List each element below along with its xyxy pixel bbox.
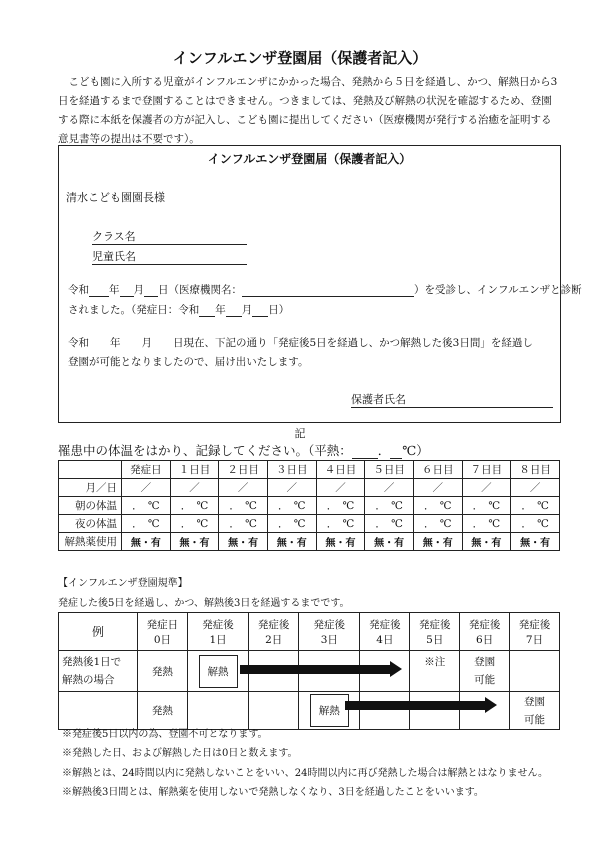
footnote: ※発熱した日、および解熱した日は0日と数えます。 — [62, 748, 298, 759]
day-header — [460, 613, 510, 651]
fever-down-box: 解熱 — [199, 655, 238, 688]
addressee: 清水こども園園長様 — [66, 191, 165, 204]
day-header-bottom: 0日 — [153, 633, 172, 646]
temp-cell[interactable]: ． ℃ — [219, 497, 268, 515]
temp-cell[interactable]: ． ℃ — [413, 515, 462, 533]
day-header — [249, 613, 299, 651]
fever-cell: 発熱 — [138, 692, 188, 730]
empty-cell — [360, 692, 410, 730]
diag-day-blank[interactable] — [144, 284, 158, 297]
day-header-top: 発症後 — [419, 618, 451, 631]
child-name-field[interactable] — [92, 248, 247, 265]
day-header-top: 発症後 — [369, 618, 401, 631]
form-box — [58, 145, 582, 423]
day-header — [510, 613, 560, 651]
header-cell: ５日目 — [365, 461, 414, 479]
fever-cell: 発熱 — [138, 651, 188, 692]
date-cell[interactable]: ／ — [511, 479, 560, 497]
example-1-label: 発熱後1日で 解熱の場合 — [59, 651, 138, 692]
arrow-right-icon — [485, 697, 497, 713]
date-cell[interactable]: ／ — [462, 479, 511, 497]
year-label: 年 — [109, 284, 120, 296]
temp-cell[interactable]: ． ℃ — [122, 515, 171, 533]
date-row — [59, 479, 560, 497]
day-header — [410, 613, 460, 651]
temp-cell[interactable]: ． ℃ — [365, 497, 414, 515]
empty-cell — [249, 692, 299, 730]
temperature-instruction — [58, 441, 429, 459]
medication-row — [59, 533, 560, 551]
can-attend-cell: 登園 可能 — [460, 651, 510, 692]
day-header — [138, 613, 188, 651]
temp-header-row — [59, 461, 560, 479]
note-cell: ※注 — [410, 651, 460, 692]
header-cell: ３日目 — [267, 461, 316, 479]
temp-cell[interactable]: ． ℃ — [170, 497, 219, 515]
day-header-bottom: 2日 — [265, 633, 283, 646]
reiwa-label: 令和 — [68, 284, 89, 296]
evening-row-label: 夜の体温 — [59, 515, 122, 533]
arrow-shaft-1 — [240, 665, 392, 674]
temp-cell[interactable]: ． ℃ — [316, 497, 365, 515]
temp-cell[interactable]: ． ℃ — [267, 497, 316, 515]
medication-choice[interactable]: 無・有 — [462, 533, 511, 551]
form-title: インフルエンザ登園届（保護者記入） — [207, 152, 412, 166]
date-row-label: 月／日 — [59, 479, 122, 497]
month-label: 月 — [133, 284, 144, 296]
day-header — [299, 613, 360, 651]
medication-choice[interactable]: 無・有 — [316, 533, 365, 551]
rule-header-row — [59, 613, 560, 651]
intro-paragraph: こども園に入所する児童がインフルエンザにかかった場合、発熱から５日を経過し、かつ、解熱日から3日を経過するまで登園することはできません。つきましては、発熱及び解熱の状況を確認するため、登園する際に本紙を保護者の方が記入し、こども園に提出してください（医療機関が発行する治癒を証明する意見書等の提出は不要です）。 — [58, 76, 558, 145]
header-cell: ８日目 — [511, 461, 560, 479]
day-header — [360, 613, 410, 651]
guardian-label: 保護者氏名 — [351, 393, 406, 406]
day-header-top: 発症後 — [257, 618, 290, 631]
empty-cell — [59, 692, 138, 730]
temp-cell[interactable]: ． ℃ — [267, 515, 316, 533]
document-title: インフルエンザ登園届（保護者記入） — [172, 49, 428, 67]
medication-choice[interactable]: 無・有 — [511, 533, 560, 551]
date-cell[interactable]: ／ — [413, 479, 462, 497]
day-header-bottom: 4日 — [376, 633, 394, 646]
onset-month-label: 月 — [241, 304, 253, 316]
header-cell — [59, 461, 122, 479]
medication-choice[interactable]: 無・有 — [413, 533, 462, 551]
temp-cell[interactable]: ． ℃ — [122, 497, 171, 515]
diagnosis-text: ）を受診し、インフルエンザと診断 — [414, 284, 582, 296]
date-cell[interactable]: ／ — [122, 479, 171, 497]
medication-row-label: 解熱薬使用 — [59, 533, 122, 551]
header-cell: １日目 — [170, 461, 219, 479]
day-header-bottom: 3日 — [320, 633, 338, 646]
medication-choice[interactable]: 無・有 — [365, 533, 414, 551]
day-header-bottom: 5日 — [426, 633, 444, 646]
rule-heading: 【インフルエンザ登園規準】 — [58, 578, 188, 589]
day-header — [187, 613, 248, 651]
temp-cell[interactable]: ． ℃ — [316, 515, 365, 533]
header-cell: ７日目 — [462, 461, 511, 479]
hospital-blank[interactable] — [242, 284, 414, 297]
empty-cell — [410, 692, 460, 730]
ki-mark: 記 — [294, 427, 306, 440]
medication-choice[interactable]: 無・有 — [170, 533, 219, 551]
onset-day-label: 日） — [268, 304, 290, 316]
arrow-right-icon — [390, 661, 402, 677]
normal-temp-dec-blank[interactable] — [390, 443, 402, 459]
temp-cell[interactable]: ． ℃ — [413, 497, 462, 515]
day-header-bottom: 1日 — [209, 633, 227, 646]
date-cell[interactable]: ／ — [316, 479, 365, 497]
date-cell[interactable]: ／ — [170, 479, 219, 497]
class-field[interactable] — [92, 228, 247, 245]
onset-year-label: 年 — [215, 304, 226, 316]
date-cell[interactable]: ／ — [219, 479, 268, 497]
day-header-top: 発症後 — [202, 618, 234, 631]
morning-temp-row — [59, 497, 560, 515]
medication-choice[interactable]: 無・有 — [219, 533, 268, 551]
day-header-top: 発症後 — [313, 618, 346, 631]
header-cell: ６日目 — [413, 461, 462, 479]
hospital-label: 日（医療機関名： — [158, 284, 242, 296]
day-header-bottom: 6日 — [476, 633, 494, 646]
report-line-2: 登園が可能となりましたので、届け出いたします。 — [68, 356, 309, 368]
normal-temp-int-blank[interactable] — [352, 443, 378, 459]
medication-choice[interactable]: 無・有 — [267, 533, 316, 551]
class-label: クラス名 — [92, 230, 136, 243]
date-cell[interactable]: ／ — [365, 479, 414, 497]
temp-cell[interactable]: ． ℃ — [170, 515, 219, 533]
report-line-1: 令和 年 月 日現在、下記の通り「発症後5日を経過し、かつ解熱した後3日間」を経過し — [68, 337, 533, 349]
child-label: 児童氏名 — [92, 250, 136, 263]
onset-month-blank[interactable] — [226, 304, 242, 317]
evening-temp-row — [59, 515, 560, 533]
header-cell: 発症日 — [122, 461, 171, 479]
date-cell[interactable]: ／ — [267, 479, 316, 497]
diag-year-blank[interactable] — [89, 284, 109, 297]
footnote: ※発症後5日以内の為、登園不可となります。 — [62, 729, 268, 740]
temp-cell[interactable]: ． ℃ — [462, 497, 511, 515]
diag-month-blank[interactable] — [120, 284, 134, 297]
header-cell: ４日目 — [316, 461, 365, 479]
temp-cell[interactable]: ． ℃ — [365, 515, 414, 533]
fever-down-cell — [299, 692, 360, 730]
onset-year-blank[interactable] — [199, 304, 215, 317]
empty-cell — [187, 692, 248, 730]
arrow-shaft-2 — [345, 701, 487, 710]
footnote: ※解熱後3日間とは、解熱薬を使用しないで発熱しなくなり、3日を経過したことをいいます。 — [62, 787, 484, 798]
temp-cell[interactable]: ． ℃ — [219, 515, 268, 533]
morning-row-label: 朝の体温 — [59, 497, 122, 515]
header-cell: ２日目 — [219, 461, 268, 479]
diagnosis-line-2 — [68, 302, 289, 317]
onset-label: されました。（発症日：令和 — [68, 304, 200, 316]
day-header-top: 発症日 — [146, 618, 179, 631]
can-attend-cell: 登園 可能 — [510, 692, 560, 730]
decimal-point: ． — [377, 443, 391, 458]
temp-instruction-end: ℃） — [402, 443, 429, 458]
fever-down-box: 解熱 — [310, 694, 349, 727]
example-label: 例 — [59, 613, 138, 651]
temp-cell[interactable]: ． ℃ — [511, 515, 560, 533]
onset-day-blank[interactable] — [252, 304, 268, 317]
temp-cell[interactable]: ． ℃ — [462, 515, 511, 533]
diagnosis-line-1 — [68, 282, 582, 297]
footnote: ※解熱とは、24時間以内に発熱しないことをいい、24時間以内に再び発熱した場合は解熱とはなりません。 — [62, 768, 549, 779]
day-header-top: 発症後 — [468, 618, 501, 631]
rule-subtitle: 発症した後5日を経過し、かつ、解熱後3日を経過するまでです。 — [58, 598, 350, 609]
guardian-name-field[interactable] — [351, 391, 553, 408]
medication-choice[interactable]: 無・有 — [122, 533, 171, 551]
temp-cell[interactable]: ． ℃ — [511, 497, 560, 515]
day-header-top: 発症後 — [518, 618, 551, 631]
day-header-bottom: 7日 — [525, 633, 544, 646]
empty-cell — [510, 651, 560, 692]
temperature-table — [58, 460, 560, 551]
temp-instruction-text: 罹患中の体温をはかり、記録してください。（平熱： — [58, 443, 352, 458]
